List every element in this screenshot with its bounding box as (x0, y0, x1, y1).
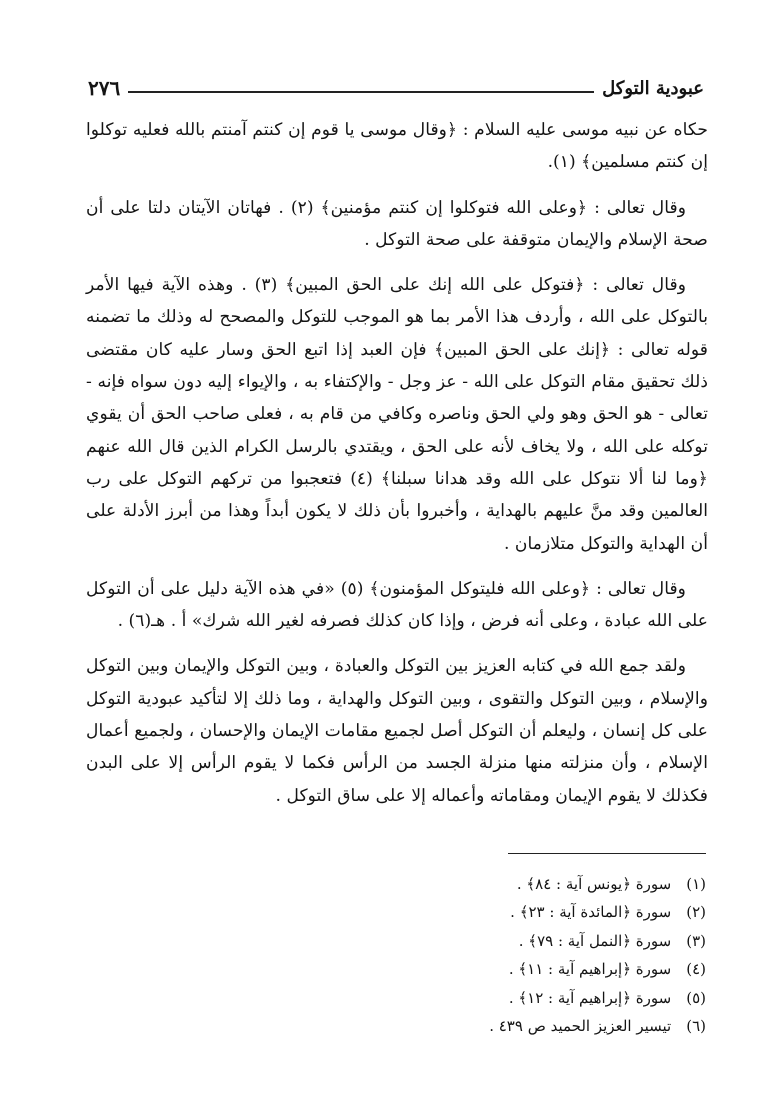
running-title: عبودية التوكل (602, 77, 704, 99)
footnote-mark: (٤) (686, 960, 706, 979)
footnote-mark: (٢) (686, 903, 706, 922)
paragraph: وقال تعالى : ﴿فتوكل على الله إنك على الحق المبين﴾ (٣) . وهذه الآية فيها الأمر بالتوكل على الله ، وأردف هذا الأمر بما هو الموجب للتوكل والمصحح له وذلك ما تضمنه قوله تعالى : ﴿إنك على الحق المبين﴾ فإن العبد إذا اتبع الحق وسار عليه كان مقتضى ذلك تحقيق مقام التوكل على الله - عز وجل - والإكتفاء به ، والإيواء إليه دون سواه فإنه - تعالى - هو الحق وهو ولي الحق وناصره وكافي من قام به ، فعلى صاحب الحق أن يقوي توكله على الله ، ولا يخاف لأنه على الحق ، ويقتدي بالرسل الكرام الذين قال الله عنهم ﴿وما لنا ألا نتوكل على الله وقد هدانا سبلنا﴾ (٤) فتعجبوا من تركهم التوكل على رب العالمين وقد منَّ عليهم بالهداية ، وأخبروا بأن ذلك لا يكون أبداً وهذا من أبرز الأدلة على أن الهداية والتوكل متلازمان . (86, 275, 709, 554)
paragraph: وقال تعالى : ﴿وعلى الله فتوكلوا إن كنتم مؤمنين﴾ (٢) . فهاتان الآيتان دلتا على أن صحة الإسلام والإيمان متوقفة على صحة التوكل . (86, 197, 708, 250)
footnote-text: تيسير العزيز الحميد ص ٤٣٩ . (489, 1017, 672, 1036)
running-header (88, 72, 704, 104)
footnote (300, 984, 706, 1012)
footnote (300, 927, 706, 955)
footnote-text: سورة ﴿المائدة آية : ٢٣﴾ . (510, 903, 672, 922)
footnote-mark: (٦) (686, 1017, 706, 1036)
paragraph: حكاه عن نبيه موسى عليه السلام : ﴿وقال موسى يا قوم إن كنتم آمنتم بالله فعليه توكلوا إن كنتم مسلمين﴾ (١). (86, 120, 708, 173)
footnote-mark: (٣) (686, 931, 706, 950)
footnote-mark: (١) (686, 875, 706, 893)
page-number: ٢٧٦ (88, 76, 121, 100)
footnote (300, 955, 706, 983)
footnote-separator (508, 853, 706, 854)
footnotes (300, 870, 706, 1040)
footnote-text: سورة ﴿يونس آية : ٨٤﴾ . (516, 875, 672, 893)
paragraph: وقال تعالى : ﴿وعلى الله فليتوكل المؤمنون﴾ (٥) «في هذه الآية دليل على أن التوكل على الله عبادة ، وعلى أنه فرض ، وإذا كان كذلك فصرفه لغير الله شرك» أ . هـ(٦) . (86, 578, 708, 632)
paragraph: ولقد جمع الله في كتابه العزيز بين التوكل والعبادة ، وبين التوكل والإيمان وبين التوكل والإسلام ، وبين التوكل والتقوى ، وبين التوكل والهداية ، وما ذلك إلا لتأكيد عبودية التوكل على كل إنسان ، وليعلم أن التوكل أصل لجميع مقامات الإيمان والإحسان ، ولجميع أعمال الإسلام ، وأن منزلته منها منزلة الجسد من الرأس فكما لا يقوم الرأس إلا على البدن فكذلك لا يقوم الإيمان ومقاماته وأعماله إلا على ساق التوكل . (86, 656, 708, 806)
footnote-text: سورة ﴿إبراهيم آية : ١١﴾ . (508, 960, 672, 979)
header-rule (128, 91, 594, 93)
main-text (86, 114, 708, 825)
footnote-text: سورة ﴿النمل آية : ٧٩﴾ . (518, 931, 672, 950)
footnote (300, 870, 706, 898)
footnote (300, 1012, 706, 1040)
footnote-mark: (٥) (686, 988, 706, 1007)
footnote (300, 898, 706, 926)
footnote-text: سورة ﴿إبراهيم آية : ١٢﴾ . (508, 988, 672, 1007)
